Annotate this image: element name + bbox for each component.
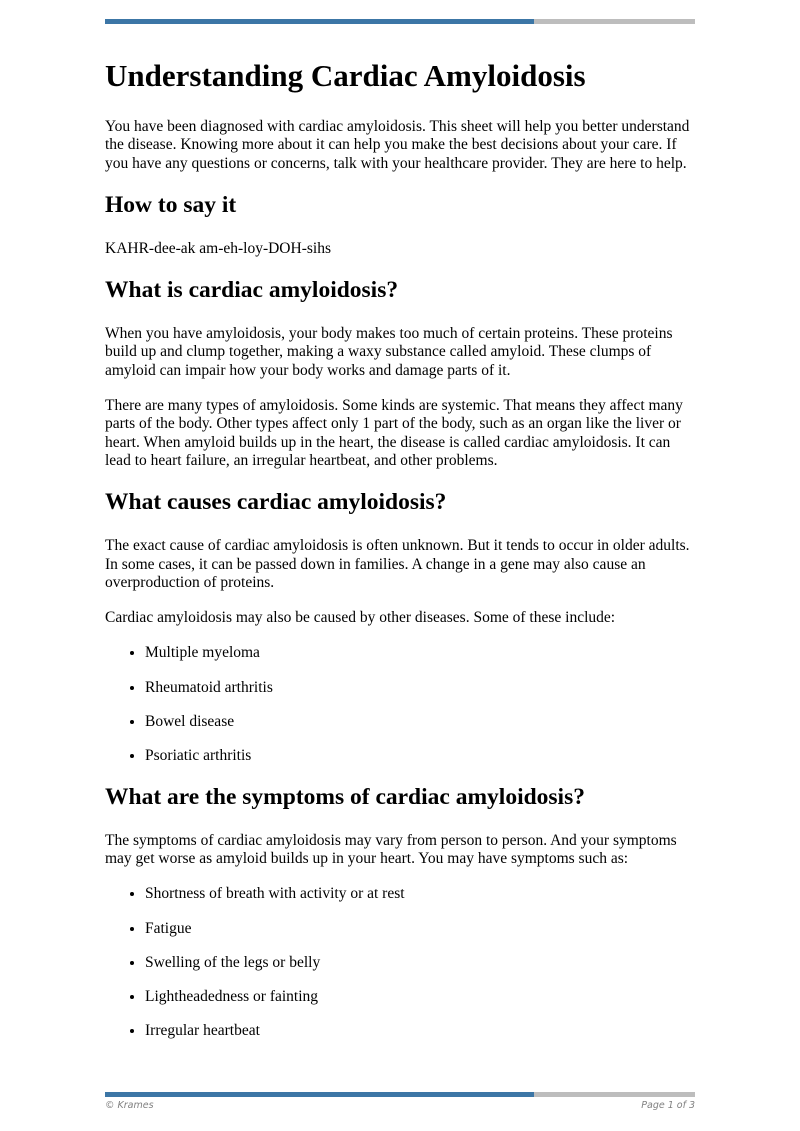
list-item: • Irregular heartbeat (145, 1022, 697, 1040)
list-item: • Psoriatic arthritis (145, 747, 697, 765)
footer-rule (105, 1092, 695, 1097)
list-item: • Fatigue (145, 920, 697, 938)
list-item: • Multiple myeloma (145, 644, 697, 662)
list-item: • Rheumatoid arthritis (145, 679, 697, 697)
list-item: • Swelling of the legs or belly (145, 954, 697, 972)
paragraph: When you have amyloidosis, your body makes too much of certain proteins. These proteins build up and clump together, making a waxy substance called amyloid. These clumps of amyloid can impair how your body works and damage parts of it. (105, 325, 673, 379)
copyright-text: © Krames (105, 1100, 154, 1111)
page-title: Understanding Cardiac Amyloidosis (105, 58, 586, 93)
footer-rule-accent (105, 1092, 534, 1097)
section-heading: What are the symptoms of cardiac amyloidosis? (105, 783, 585, 810)
symptoms-list (105, 885, 697, 1040)
section-heading: How to say it (105, 191, 237, 218)
header-rule-gray (534, 19, 695, 24)
document-body (105, 56, 697, 1057)
page-footer (105, 1100, 695, 1111)
paragraph: The symptoms of cardiac amyloidosis may vary from person to person. And your symptoms may get worse as amyloid builds up in your heart. You may have symptoms such as: (105, 831, 677, 867)
header-rule-accent (105, 19, 534, 24)
footer-rule-gray (534, 1092, 695, 1097)
page-number: Page 1 of 3 (641, 1100, 695, 1111)
header-rule (105, 19, 695, 24)
list-item: • Bowel disease (145, 713, 697, 731)
paragraph: Cardiac amyloidosis may also be caused by other diseases. Some of these include: (105, 609, 616, 627)
section-heading: What is cardiac amyloidosis? (105, 277, 399, 304)
section-causes (105, 487, 697, 765)
causes-list (105, 644, 697, 765)
paragraph: The exact cause of cardiac amyloidosis is often unknown. But it tends to occur in older adults. In some cases, it can be passed down in families. A change in a gene may also cause an overproduction of proteins. (105, 537, 690, 591)
section-what-is (105, 275, 697, 470)
pronunciation: KAHR-dee-ak am-eh-loy-DOH-sihs (105, 239, 331, 257)
list-item: • Shortness of breath with activity or at rest (145, 885, 697, 903)
section-how-to-say-it (105, 190, 697, 258)
paragraph: There are many types of amyloidosis. Some kinds are systemic. That means they affect many parts of the body. Other types affect only 1 part of the body, such as an organ like the liver or heart. When amyloid builds up in the heart, the disease is called cardiac amyloidosis. It can lead to heart failure, an irregular heartbeat, and other problems. (105, 397, 683, 469)
section-heading: What causes cardiac amyloidosis? (105, 489, 447, 516)
section-symptoms (105, 782, 697, 1041)
list-item: • Lightheadedness or fainting (145, 988, 697, 1006)
intro-paragraph: You have been diagnosed with cardiac amyloidosis. This sheet will help you better understand the disease. Knowing more about it can help you make the best decisions about your care. If you have any questions or concerns, talk with your healthcare provider. They are here to help. (105, 118, 690, 172)
